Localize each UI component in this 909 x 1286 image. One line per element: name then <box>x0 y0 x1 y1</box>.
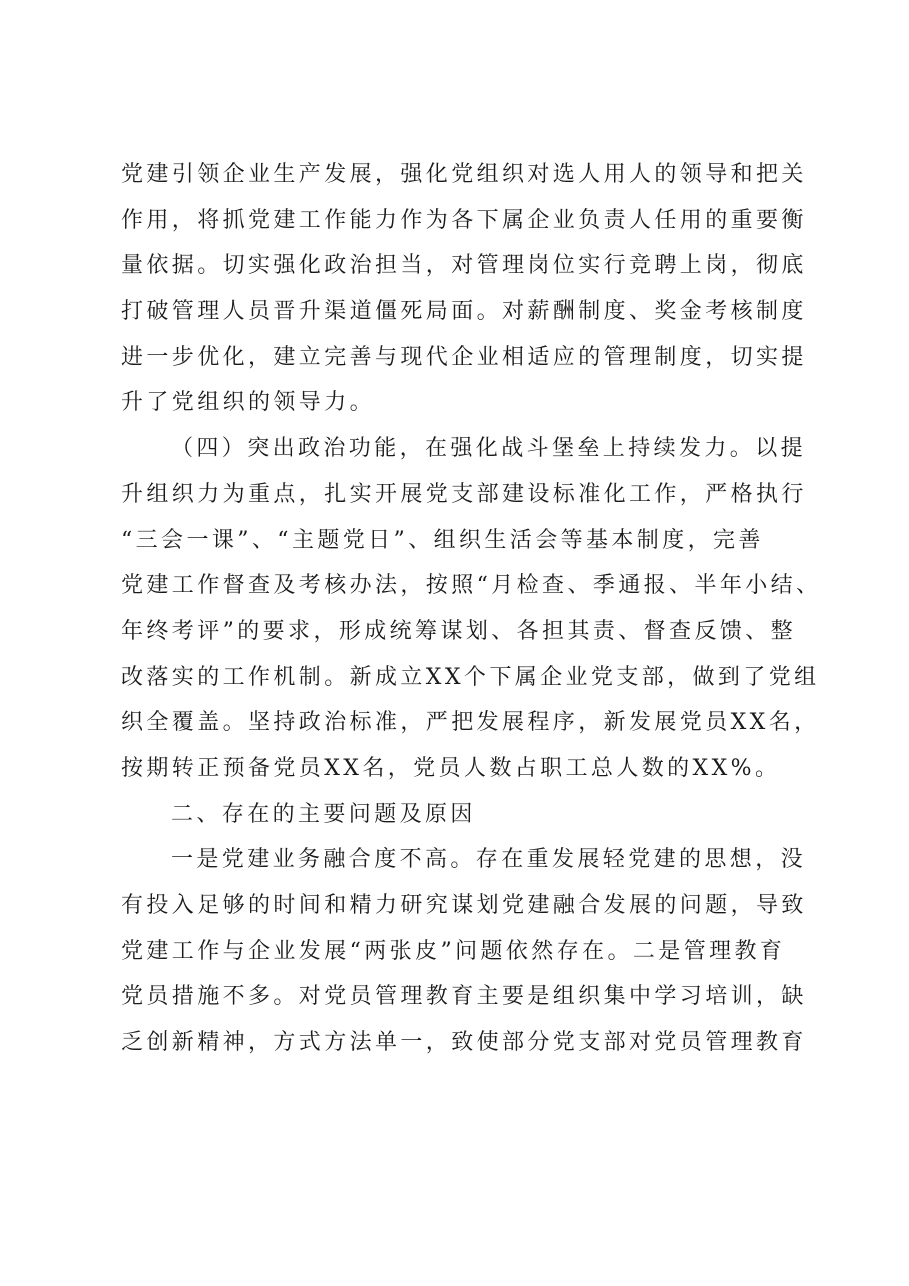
document-body <box>121 152 821 1066</box>
text-line: 织全覆盖。坚持政治标准，严把发展程序，新发展党员XX名， <box>121 710 820 736</box>
text-line: （四）突出政治功能，在强化战斗堡垒上持续发力。以提 <box>171 436 807 462</box>
text-line: 年终考评”的要求，形成统筹谋划、各担其责、督查反馈、整 <box>121 618 797 644</box>
text-line: 有投入足够的时间和精力研究谋划党建融合发展的问题，导致 <box>121 893 807 918</box>
text-line: 进一步优化，建立完善与现代企业相适应的管理制度，切实提 <box>121 344 807 370</box>
text-line: 作用，将抓党建工作能力作为各下属企业负责人任用的重要衡 <box>121 207 807 233</box>
text-line: 按期转正预备党员XX名，党员人数占职工总人数的XX%。 <box>121 755 781 781</box>
text-line: 党建工作督查及考核办法，按照“月检查、季通报、半年小结、 <box>121 573 822 599</box>
text-line: “三会一课”、“主题党日”、组织生活会等基本制度，完善 <box>121 527 764 553</box>
text-line: 量依据。切实强化政治担当，对管理岗位实行竞聘上岗，彻底 <box>121 253 807 279</box>
text-line: 一是党建业务融合度不高。存在重发展轻党建的思想，没 <box>171 847 807 873</box>
text-line: 党员措施不多。对党员管理教育主要是组织集中学习培训，缺 <box>121 984 807 1010</box>
text-line: 党建引领企业生产发展，强化党组织对选人用人的领导和把关 <box>121 162 807 187</box>
text-line: 改落实的工作机制。新成立XX个下属企业党支部，做到了党组 <box>121 664 820 690</box>
text-line: 升了党组织的领导力。 <box>121 390 376 416</box>
text-line: 升组织力为重点，扎实开展党支部建设标准化工作，严格执行 <box>121 481 807 507</box>
paragraph-problems <box>121 837 821 1065</box>
text-line: 党建工作与企业发展“两张皮”问题依然存在。二是管理教育 <box>121 938 786 964</box>
paragraph-political-function <box>121 426 821 792</box>
text-line: 乏创新精神，方式方法单一，致使部分党支部对党员管理教育 <box>121 1030 807 1056</box>
paragraph-leadership <box>121 152 821 426</box>
section-heading: 二、存在的主要问题及原因 <box>171 801 476 827</box>
text-line: 打破管理人员晋升渠道僵死局面。对薪酬制度、奖金考核制度 <box>121 299 807 325</box>
